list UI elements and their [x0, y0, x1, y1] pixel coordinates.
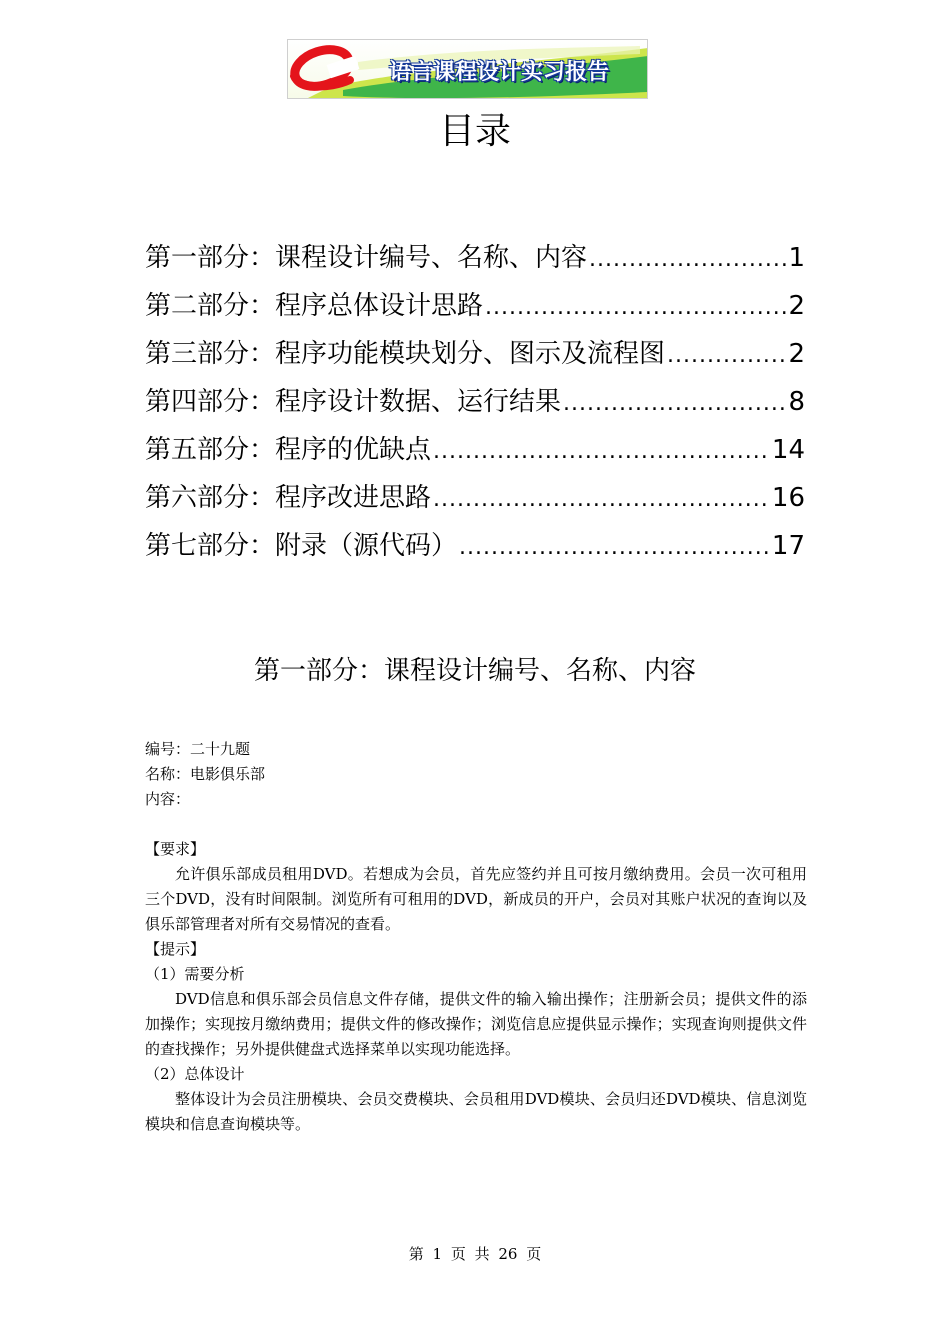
section-heading: 第一部分：课程设计编号、名称、内容: [253, 656, 696, 686]
number-line: 编号：二十九题: [145, 740, 251, 758]
hint-heading: 【提示】: [145, 940, 206, 958]
toc-dot-leader: [433, 432, 770, 472]
requirement-heading: 【要求】: [145, 840, 206, 858]
toc-dot-leader: [589, 240, 786, 280]
toc-entry-label: 第六部分：程序改进思路: [145, 483, 432, 513]
section-body: [145, 737, 807, 1137]
toc-title: 目录: [438, 111, 511, 152]
toc-entry[interactable]: [145, 382, 805, 430]
design-paragraph: 整体设计为会员注册模块、会员交费模块、会员租用DVD模块、会员归还DVD模块、信息浏览模块和信息查询模块等。: [145, 1090, 807, 1133]
toc-entry[interactable]: [145, 238, 805, 286]
toc-dot-leader: [433, 480, 770, 520]
toc-entry-label: 第四部分：程序设计数据、运行结果: [145, 387, 562, 417]
toc-entry[interactable]: [145, 334, 805, 382]
toc-entry-label: 第七部分：附录（源代码）: [145, 531, 458, 561]
analysis-paragraph: DVD信息和俱乐部会员信息文件存储，提供文件的输入输出操作；注册新会员；提供文件的添加操作；实现按月缴纳费用；提供文件的修改操作；浏览信息应提供显示操作；实现查询则提供文件的查找操作；另外提供健盘式选择菜单以实现功能选择。: [145, 990, 807, 1058]
table-of-contents: [145, 238, 805, 574]
page-footer: 第 1 页 共 26 页: [408, 1245, 542, 1263]
toc-dot-leader: [485, 288, 786, 328]
spacer: [145, 812, 807, 837]
name-line: 名称：电影俱乐部: [145, 765, 266, 783]
toc-entry-label: 第三部分：程序功能模块划分、图示及流程图: [145, 339, 666, 369]
report-banner-logo: [287, 39, 648, 99]
toc-entry-label: 第二部分：程序总体设计思路: [145, 291, 484, 321]
toc-entry-page: 2: [788, 291, 805, 321]
toc-entry[interactable]: [145, 430, 805, 478]
analysis-heading: （1）需要分析: [145, 965, 245, 983]
toc-dot-leader: [563, 384, 786, 424]
toc-dot-leader: [459, 528, 770, 568]
requirement-paragraph: 允许俱乐部成员租用DVD。若想成为会员，首先应签约并且可按月缴纳费用。会员一次可租用三个DVD，没有时间限制。浏览所有可租用的DVD，新成员的开户，会员对其账户状况的查询以及俱乐部管理者对所有交易情况的查看。: [145, 865, 807, 933]
toc-entry-page: 1: [788, 243, 805, 273]
toc-entry-page: 2: [788, 339, 805, 369]
toc-entry-label: 第五部分：程序的优缺点: [145, 435, 432, 465]
toc-entry[interactable]: [145, 526, 805, 574]
toc-entry-page: 17: [771, 531, 805, 561]
content-line: 内容：: [145, 790, 191, 808]
banner-title: 语言课程设计实习报告: [388, 58, 609, 85]
design-heading: （2）总体设计: [145, 1065, 245, 1083]
toc-entry[interactable]: [145, 478, 805, 526]
toc-entry-page: 14: [771, 435, 805, 465]
toc-entry-label: 第一部分：课程设计编号、名称、内容: [145, 243, 588, 273]
toc-entry-page: 8: [788, 387, 805, 417]
toc-entry-page: 16: [771, 483, 805, 513]
toc-dot-leader: [667, 336, 786, 376]
toc-entry[interactable]: [145, 286, 805, 334]
